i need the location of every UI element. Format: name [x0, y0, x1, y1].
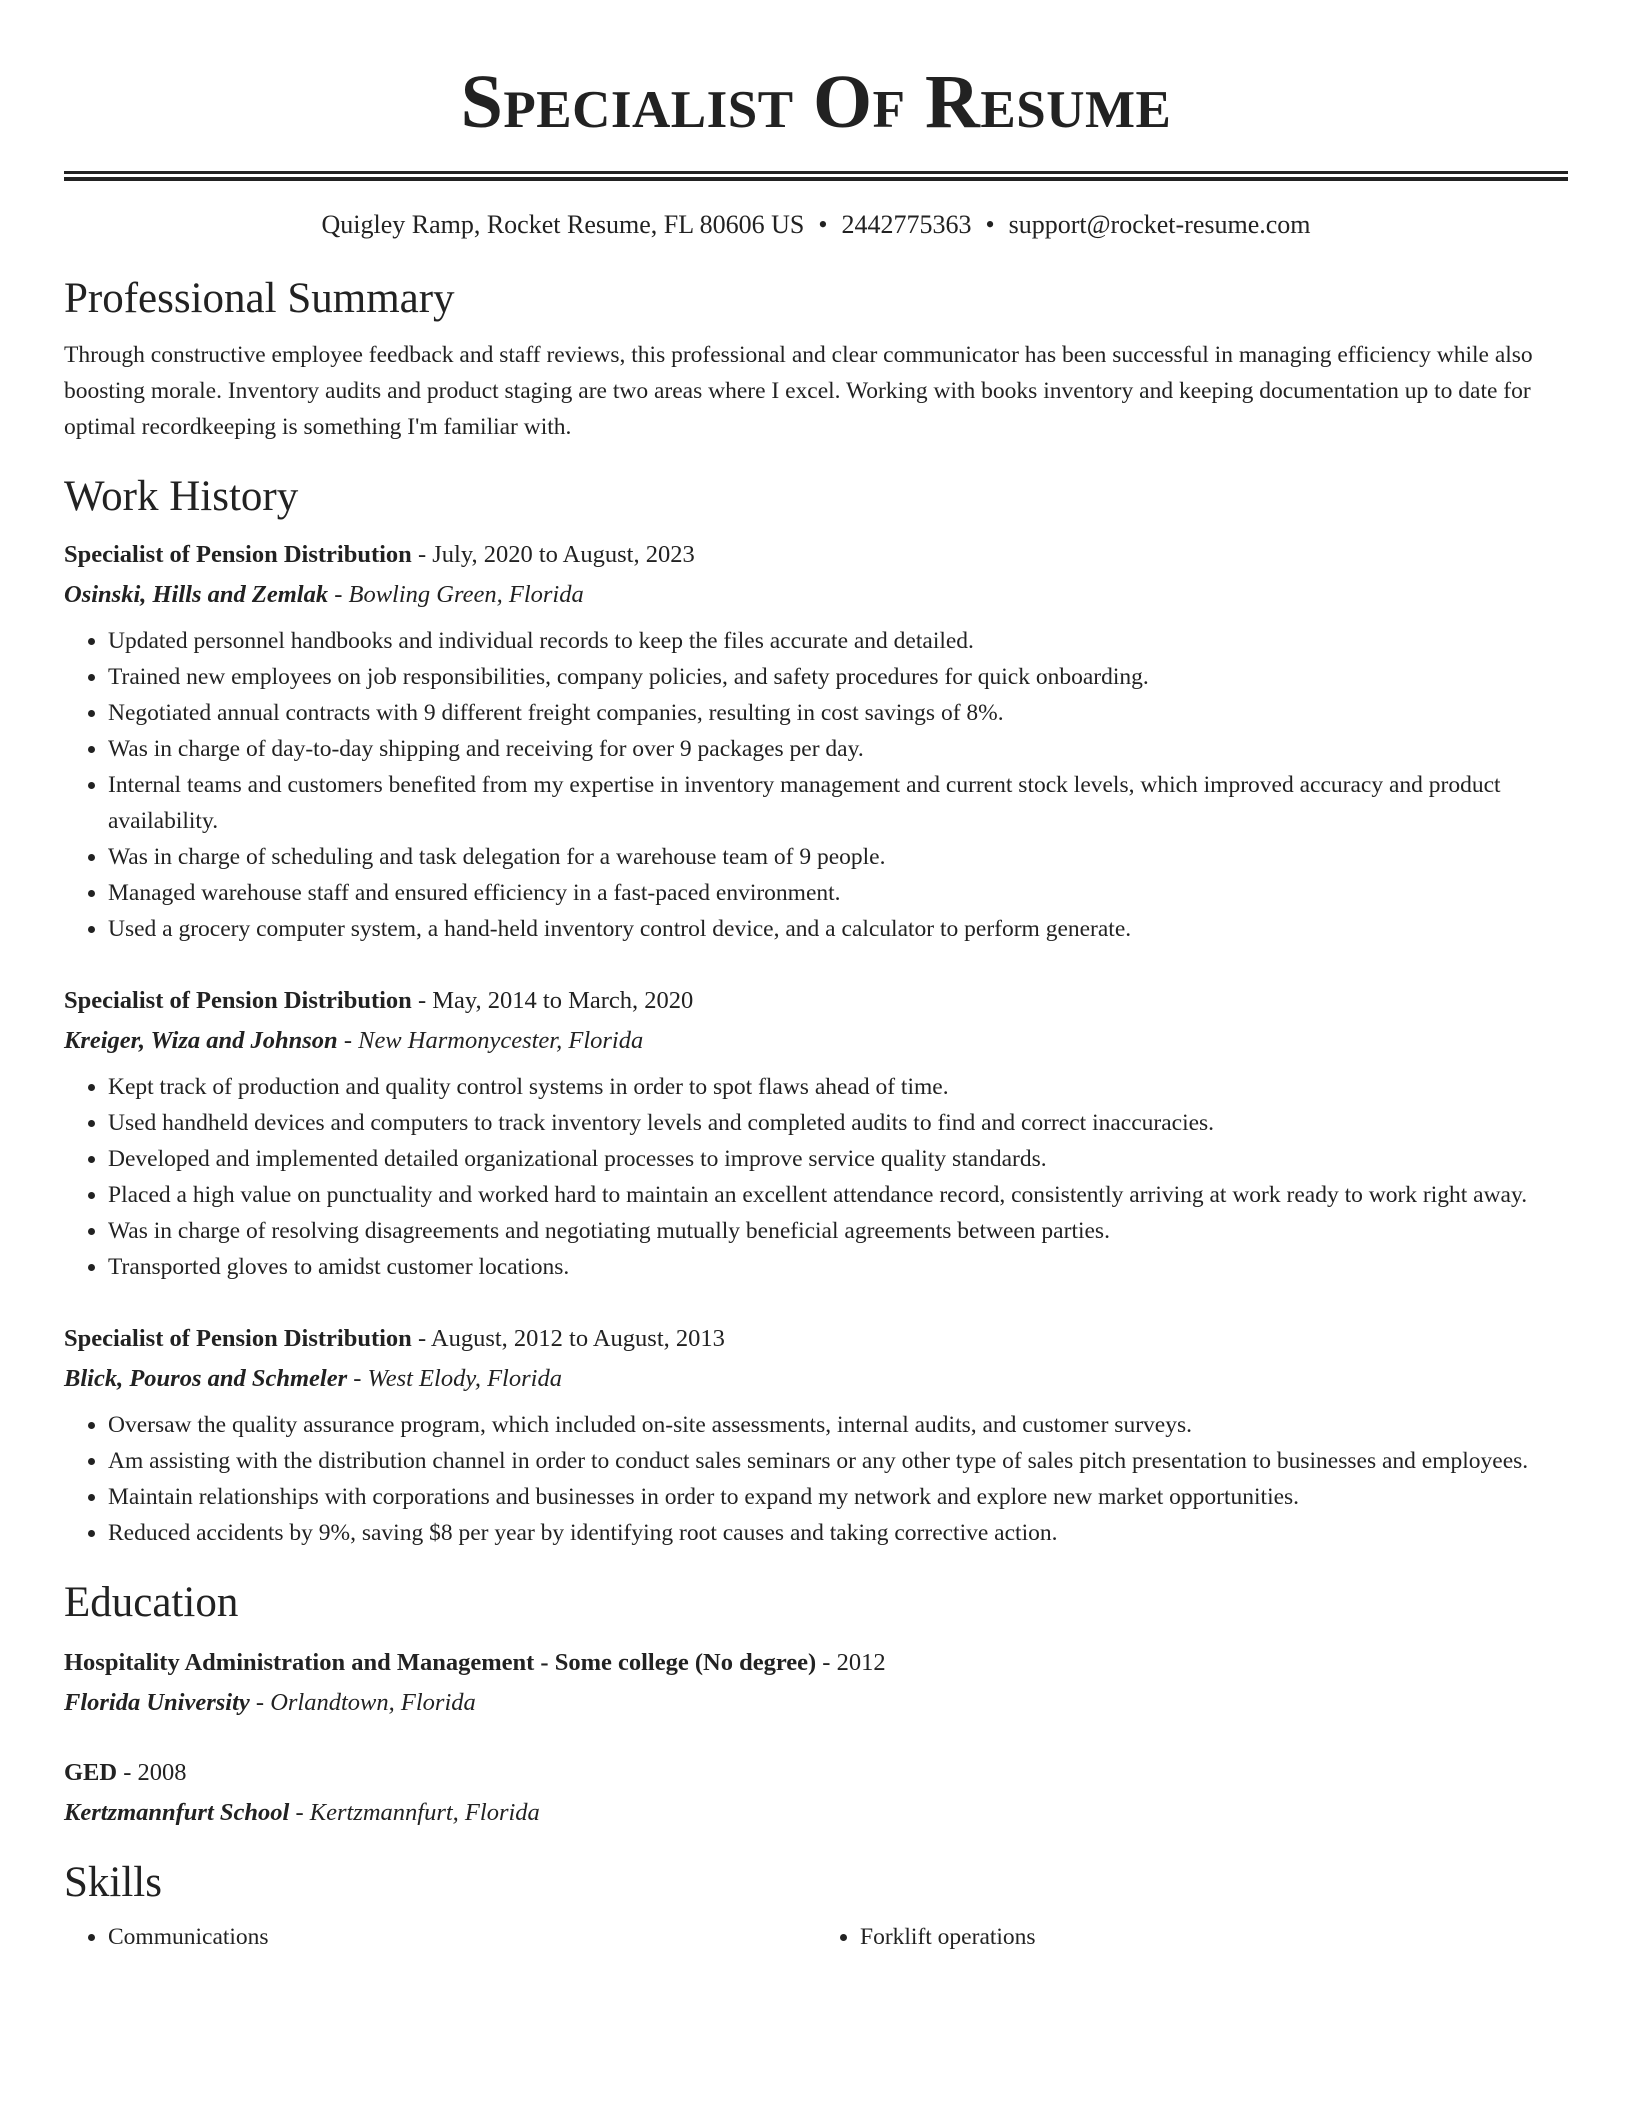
contact-email[interactable]: support@rocket-resume.com — [1008, 210, 1311, 239]
company-location: - Bowling Green, Florida — [328, 581, 584, 608]
company-name: Blick, Pouros and Schmeler — [64, 1365, 348, 1392]
job-bullet: • Was in charge of day-to-day shipping and receiving for over 9 packages per day. — [108, 731, 1568, 767]
job-bullet: • Reduced accidents by 9%, saving $8 per year by identifying root causes and taking corrective action. — [108, 1515, 1568, 1551]
company-name: Kreiger, Wiza and Johnson — [64, 1027, 338, 1054]
summary-heading: Professional Summary — [64, 275, 455, 322]
job-bullet: • Used a grocery computer system, a hand-held inventory control device, and a calculator to perform generate. — [108, 911, 1568, 947]
company-line — [64, 575, 1568, 615]
job-bullet: • Developed and implemented detailed organizational processes to improve service quality standards. — [108, 1141, 1568, 1177]
job-bullet: • Used handheld devices and computers to track inventory levels and completed audits to find and correct inaccuracies. — [108, 1105, 1568, 1141]
job-role: Specialist of Pension Distribution — [64, 1325, 412, 1352]
job-title-line — [64, 535, 1568, 575]
company-line — [64, 1021, 1568, 1061]
job-title-line — [64, 1319, 1568, 1359]
degree-line — [64, 1753, 1568, 1793]
contact-line — [64, 207, 1568, 243]
job-bullet: • Trained new employees on job responsibilities, company policies, and safety procedures for quick onboarding. — [108, 659, 1568, 695]
school-location: - Orlandtown, Florida — [249, 1689, 476, 1716]
job-bullet: • Placed a high value on punctuality and worked hard to maintain an excellent attendance record, consistently arriving at work ready to work right away. — [108, 1177, 1568, 1213]
job-dates: - May, 2014 to March, 2020 — [411, 987, 694, 1014]
skills-heading: Skills — [64, 1859, 162, 1906]
job-bullets — [64, 1069, 1568, 1285]
degree-year: - 2008 — [117, 1759, 187, 1786]
job-bullet: • Updated personnel handbooks and individual records to keep the files accurate and detailed. — [108, 623, 1568, 659]
degree-year: - 2012 — [816, 1649, 886, 1676]
job-entry — [64, 535, 1568, 947]
contact-separator: • — [985, 210, 995, 239]
job-bullet: • Oversaw the quality assurance program, which included on-site assessments, internal audits, and customer surveys. — [108, 1407, 1568, 1443]
education-heading: Education — [64, 1579, 239, 1626]
company-name: Osinski, Hills and Zemlak — [64, 581, 329, 608]
job-dates: - July, 2020 to August, 2023 — [411, 541, 695, 568]
job-title-line — [64, 981, 1568, 1021]
job-bullets — [64, 623, 1568, 947]
school-location: - Kertzmannfurt, Florida — [289, 1799, 540, 1826]
company-location: - West Elody, Florida — [347, 1365, 562, 1392]
work-history-heading: Work History — [64, 473, 299, 520]
education-entry — [64, 1753, 1568, 1833]
job-bullet: • Transported gloves to amidst customer locations. — [108, 1249, 1568, 1285]
job-bullet: • Kept track of production and quality control systems in order to spot flaws ahead of time. — [108, 1069, 1568, 1105]
job-entry — [64, 1319, 1568, 1551]
job-role: Specialist of Pension Distribution — [64, 987, 412, 1014]
job-bullet: • Internal teams and customers benefited from my expertise in inventory management and current stock levels, which improved accuracy and product availability. — [108, 767, 1568, 839]
skills-left-column — [64, 1919, 816, 1955]
job-bullets — [64, 1407, 1568, 1551]
contact-address: Quigley Ramp, Rocket Resume, FL 80606 US — [321, 210, 805, 239]
contact-phone[interactable]: 2442775363 — [841, 210, 972, 239]
job-bullet: • Negotiated annual contracts with 9 different freight companies, resulting in cost savings of 8%. — [108, 695, 1568, 731]
company-line — [64, 1359, 1568, 1399]
skill-item: • Communications — [108, 1919, 816, 1955]
degree-line — [64, 1643, 1568, 1683]
job-dates: - August, 2012 to August, 2013 — [411, 1325, 725, 1352]
job-bullet: • Was in charge of resolving disagreements and negotiating mutually beneficial agreements between parties. — [108, 1213, 1568, 1249]
contact-separator: • — [818, 210, 828, 239]
job-role: Specialist of Pension Distribution — [64, 541, 412, 568]
school-line — [64, 1793, 1568, 1833]
job-bullet: • Managed warehouse staff and ensured efficiency in a fast-paced environment. — [108, 875, 1568, 911]
skills-right-column — [816, 1919, 1568, 1955]
degree-name: Hospitality Administration and Management - Some college (No degree) — [64, 1649, 817, 1676]
education-entry — [64, 1643, 1568, 1723]
job-entry — [64, 981, 1568, 1285]
degree-name: GED — [64, 1759, 118, 1786]
school-name: Kertzmannfurt School — [64, 1799, 290, 1826]
summary-text: Through constructive employee feedback and staff reviews, this professional and clear communicator has been successful in managing efficiency while also boosting morale. Inventory audits and product staging are two areas where I excel. Working with books inventory and keeping documentation up to date for optimal recordkeeping is something I'm familiar with. — [64, 342, 1533, 440]
job-bullet: • Am assisting with the distribution channel in order to conduct sales seminars or any other type of sales pitch presentation to businesses and employees. — [108, 1443, 1568, 1479]
job-bullet: • Was in charge of scheduling and task delegation for a warehouse team of 9 people. — [108, 839, 1568, 875]
skills-columns — [64, 1919, 1568, 1955]
resume-name: Specialist Of Resume — [460, 60, 1172, 144]
company-location: - New Harmonycester, Florida — [337, 1027, 644, 1054]
skill-item: • Forklift operations — [860, 1919, 1568, 1955]
school-name: Florida University — [64, 1689, 250, 1716]
header-divider — [64, 171, 1568, 181]
school-line — [64, 1683, 1568, 1723]
job-bullet: • Maintain relationships with corporations and businesses in order to expand my network and explore new market opportunities. — [108, 1479, 1568, 1515]
